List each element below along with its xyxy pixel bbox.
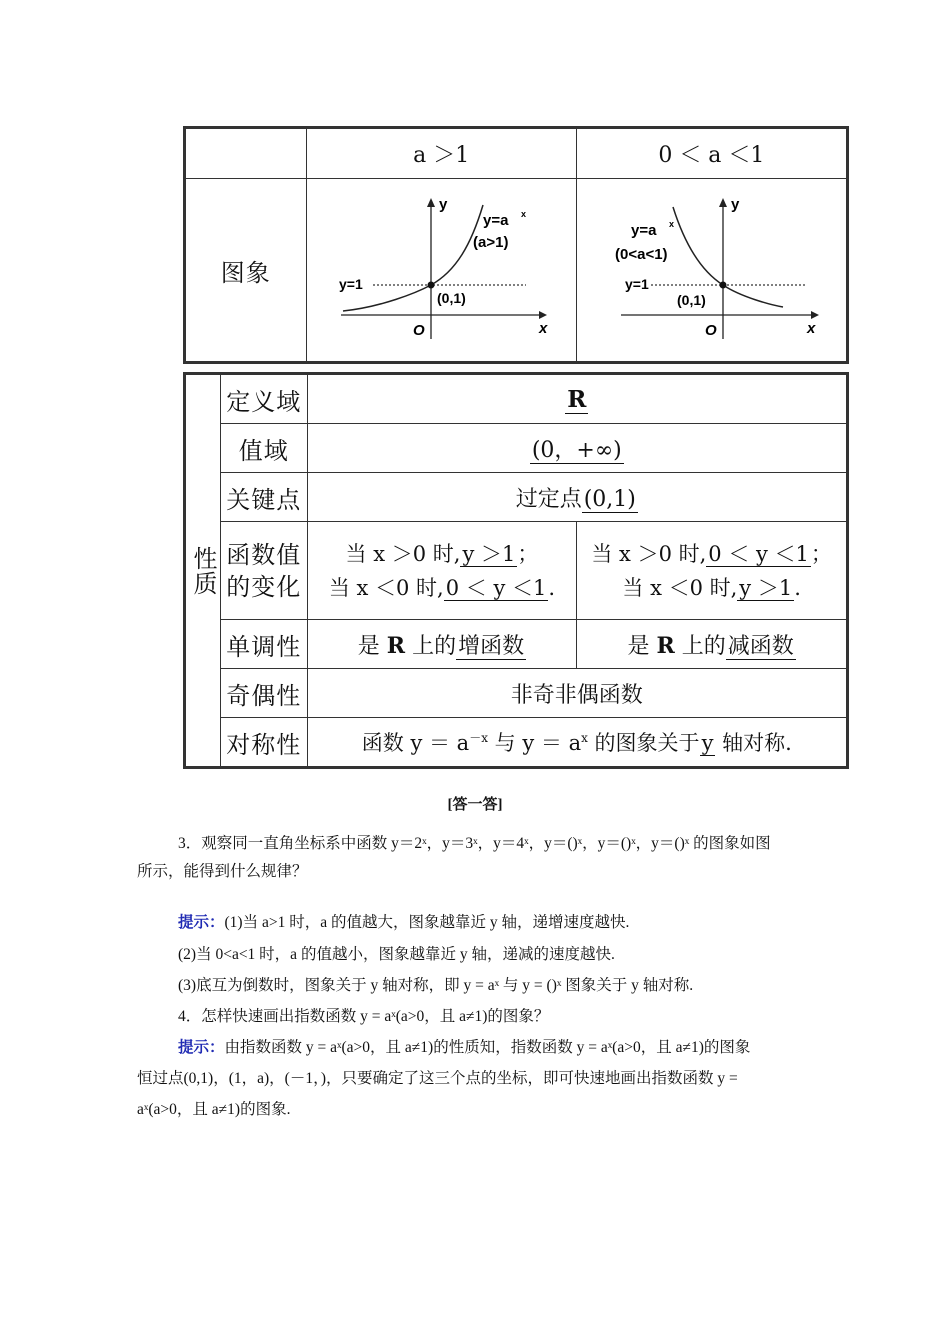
graph1-origin-label: O	[413, 322, 425, 339]
tip-label: 提示：	[178, 914, 225, 931]
properties-group-text: 性质	[188, 545, 217, 596]
header-a-between-0-1: 0 ＜ a ＜1	[576, 129, 846, 179]
tip-4-line3: aˣ(a>0，且 a≠1)的图象.	[137, 1101, 291, 1118]
graph2-curve-label: y=a	[631, 222, 657, 239]
graph-a-gt-1-cell	[306, 179, 576, 362]
graph1-curve-label: y=a	[483, 212, 509, 229]
tip-3-line3: (3)底互为倒数时，图象关于 y 轴对称，即 y = aˣ 与 y = ()ˣ 图象关于 y 轴对称.	[178, 977, 694, 994]
graph1-cond-label: (a>1)	[473, 234, 509, 251]
header-blank-cell	[186, 129, 307, 179]
graph-row-label: 图象	[186, 179, 307, 362]
question-3-line1: 3．观察同一直角坐标系中函数 y＝2ˣ，y＝3ˣ，y＝4ˣ，y＝()ˣ，y＝()ˣ，y＝()ˣ 的图象如图	[178, 835, 771, 852]
tip-3-line2: (2)当 0<a<1 时，a 的值越小，图象越靠近 y 轴，递减的速度越快.	[178, 946, 615, 963]
graph2-y1-label: y=1	[625, 276, 650, 292]
graph1-x-label: x	[539, 320, 548, 337]
keypoint-prefix: 过定点	[515, 486, 582, 512]
range-label: 值域	[220, 424, 307, 473]
keypoint-value-cell	[307, 473, 846, 522]
change-label-line2: 的变化	[226, 572, 302, 601]
change-a-lt-1-cell	[577, 522, 847, 620]
question-4: 4．怎样快速画出指数函数 y = aˣ(a>0，且 a≠1)的图象？	[178, 1008, 550, 1025]
parity-value: 非奇非偶函数	[307, 669, 846, 718]
tip-4-line2: 恒过点(0,1)，(1，a)，(－1，)，只要确定了这三个点的坐标，即可快速地画出指数函数 y =	[137, 1070, 738, 1087]
graph1-curve-exp: x	[521, 209, 527, 219]
graph2-point-label: (0,1)	[677, 292, 707, 308]
range-value: (0，+∞)	[531, 437, 622, 463]
graph-a-lt-1-cell	[576, 179, 846, 362]
question-3-line2: 所示，能得到什么规律？	[137, 863, 308, 880]
domain-value-cell	[307, 375, 846, 424]
section-title: [答一答]	[447, 797, 503, 813]
change-label-line1: 函数值	[226, 540, 302, 569]
change-label	[220, 522, 307, 620]
graph-a-gt-1	[321, 193, 561, 343]
monotonicity-label: 单调性	[220, 620, 307, 669]
header-a-gt-1: a ＞1	[306, 129, 576, 179]
change-a-gt-1-cell	[307, 522, 577, 620]
graph-a-lt-1	[591, 193, 831, 343]
graph2-curve-exp: x	[669, 219, 675, 229]
graph1-point-label: (0,1)	[437, 290, 466, 306]
change-a-lt-1-line2: 当 x ＜0 时,y ＞1.	[622, 575, 801, 600]
change-a-gt-1-line1: 当 x ＞0 时,y ＞1；	[345, 541, 539, 566]
monotonicity-a-lt-1: 是 R 上的减函数	[577, 620, 847, 669]
change-a-gt-1-line2: 当 x ＜0 时,0 ＜ y ＜1.	[328, 575, 556, 600]
monotonicity-a-gt-1: 是 R 上的增函数	[307, 620, 577, 669]
graph2-y-label: y	[731, 196, 740, 213]
keypoint-value: (0,1)	[583, 486, 636, 512]
domain-label: 定义域	[220, 375, 307, 424]
graph2-cond-label: (0<a<1)	[615, 246, 668, 263]
properties-group-label	[186, 375, 221, 767]
domain-value: R	[567, 385, 587, 413]
symmetry-value: 函数 $y = a^{-x}$ 与 $y = a^x$ 的图象关于y 轴对称.	[307, 718, 846, 767]
tip-label-2: 提示：	[178, 1039, 225, 1056]
properties-table	[185, 374, 847, 767]
parity-label: 奇偶性	[220, 669, 307, 718]
symmetry-label: 对称性	[220, 718, 307, 767]
graph-table	[185, 128, 847, 362]
keypoint-label: 关键点	[220, 473, 307, 522]
graph1-y1-label: y=1	[339, 276, 363, 292]
graph2-x-label: x	[807, 320, 816, 337]
range-value-cell	[307, 424, 846, 473]
change-a-lt-1-line1: 当 x ＞0 时,0 ＜ y ＜1；	[591, 541, 832, 566]
graph2-origin-label: O	[705, 322, 718, 339]
tip-3-line1: 提示：(1)当 a>1 时，a 的值越大，图象越靠近 y 轴，递增速度越快.	[178, 914, 630, 931]
graph1-y-label: y	[439, 196, 448, 213]
tip-4-line1: 提示：由指数函数 y = aˣ(a>0，且 a≠1)的性质知，指数函数 y = aˣ(a>0，且 a≠1)的图象	[178, 1039, 751, 1056]
